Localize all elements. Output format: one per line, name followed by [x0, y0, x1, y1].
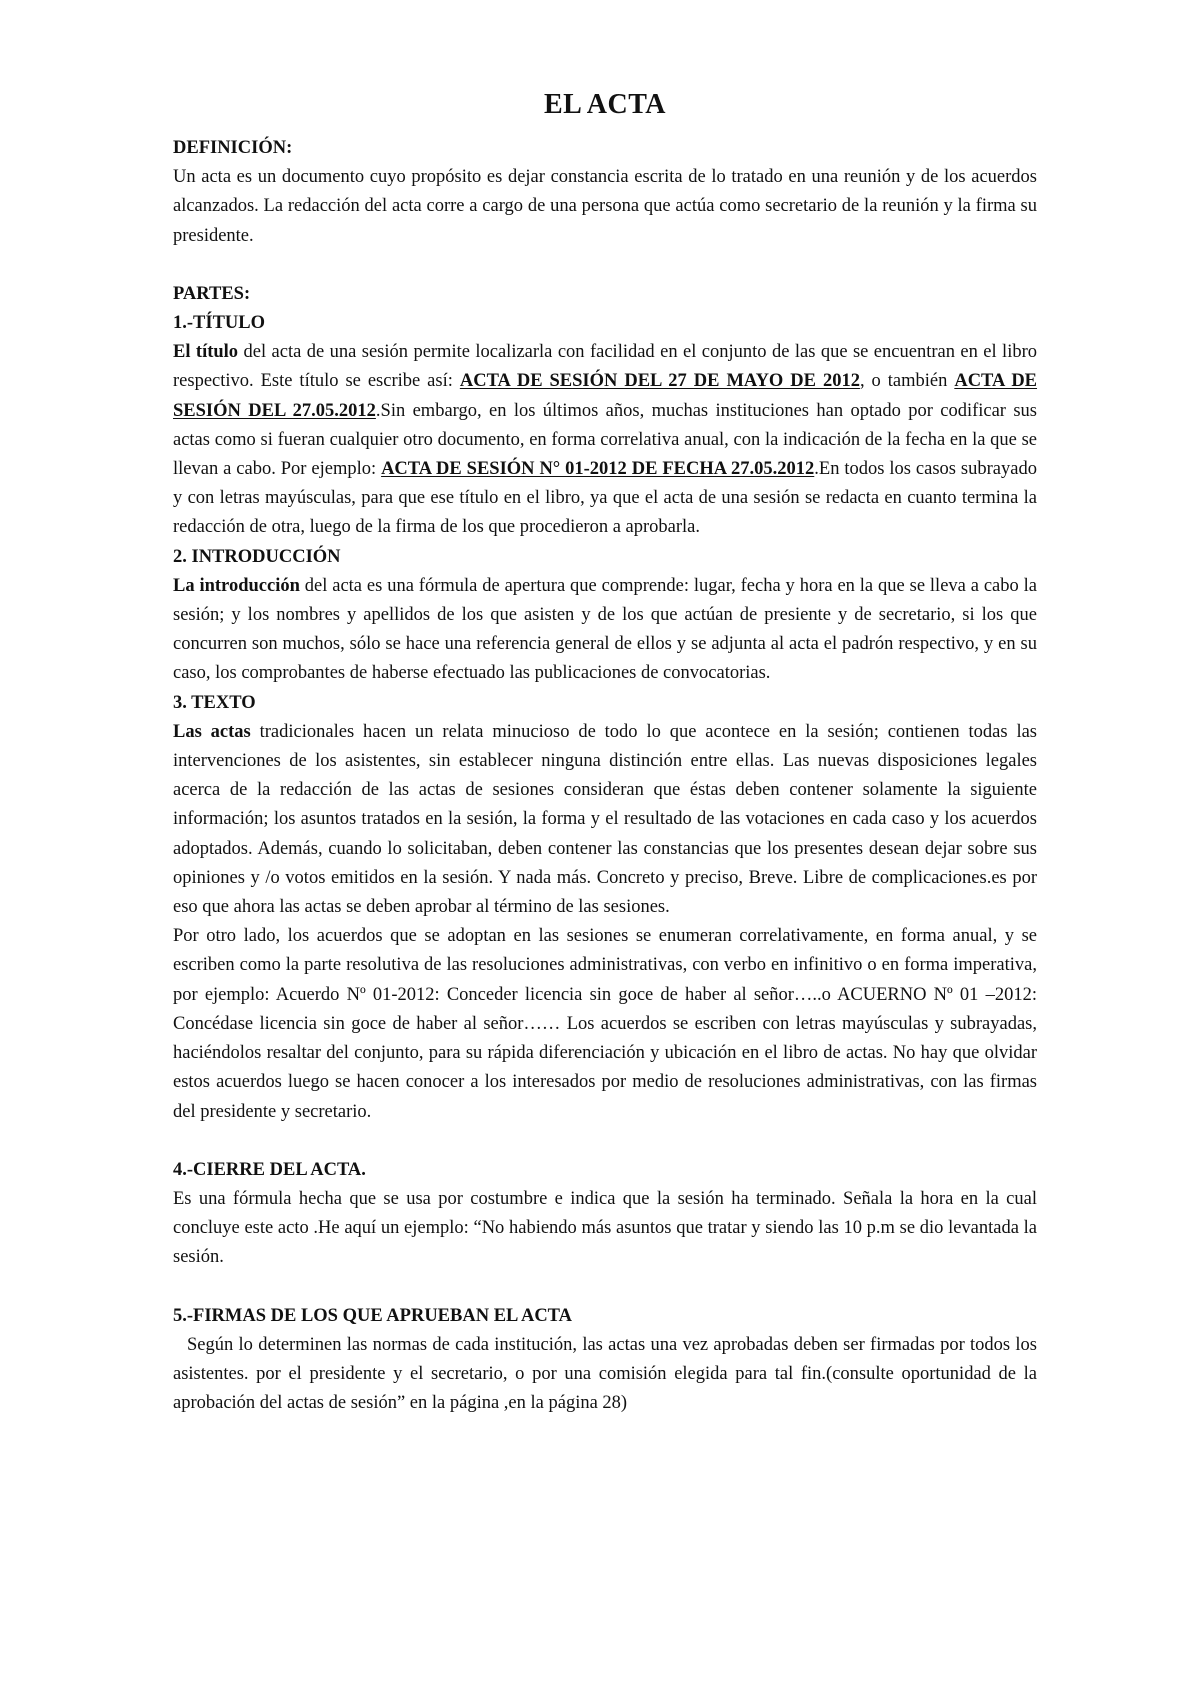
firmas-text: Según lo determinen las normas de cada institución, las actas una vez aprobadas deben ser firmadas por todos los asistentes. por el presidente y el secretario, o por una comisión elegida para tal fin.(consulte oportunidad de la aprobación del actas de sesión” en la página ,en la página 28)	[173, 1334, 1037, 1414]
texto-text-1: tradicionales hacen un relata minucioso de todo lo que acontece en la sesión; contienen todas las intervenciones de los asistentes, sin establecer ninguna distinción entre ellas. Las nuevas disposiciones legales acerca de la redacción de las actas de sesiones consideran que éstas deben contener solamente la siguiente información; los asuntos tratados en la sesión, la forma y el resultado de las votaciones en cada caso y los acuerdos adoptados. Además, cuando lo solicitaban, deben contener las constancias que los presentes desean dejar sobre sus opiniones y /o votos emitidos en la sesión. Y nada más. Concreto y preciso, Breve. Libre de complicaciones.es por eso que ahora las actas se deben aprobar al término de las sesiones.	[173, 721, 1037, 918]
titulo-text-1: del acta de una sesión permite localizarla con facilidad en el conjunto de las que se encuentran en el libro respectivo. Este título se escribe así:	[173, 342, 1037, 392]
spacer	[173, 1127, 1037, 1156]
definicion-heading: DEFINICIÓN:	[173, 138, 293, 158]
texto-lead: Las actas	[173, 721, 251, 742]
spacer	[173, 251, 1037, 280]
introduccion-text: del acta es una fórmula de apertura que comprende: lugar, fecha y hora en la que se lleva a cabo la sesión; y los nombres y apellidos de los que asisten y de los que actúan de presiente y de secretario, si los que concurren son muchos, sólo se hace una referencia general de ellos y se adjunta al acta el padrón respectivo, y en su caso, los comprobantes de haberse efectuado las publicaciones de convocatorias.	[173, 575, 1037, 684]
introduccion-paragraph	[173, 572, 1037, 689]
titulo-heading: 1.-TÍTULO	[173, 313, 266, 334]
titulo-text-2: , o también	[859, 371, 955, 392]
texto-heading: 3. TEXTO	[173, 692, 256, 713]
cierre-heading: 4.-CIERRE DEL ACTA.	[173, 1159, 366, 1180]
texto-paragraph-1	[173, 718, 1037, 922]
document-title: EL ACTA	[543, 89, 667, 120]
introduccion-lead: La introducción	[173, 575, 300, 596]
titulo-text-3: .Sin embargo, en los últimos años, muchas instituciones han optado por codificar sus actas como si fueran cualquier otro documento, en forma correlativa anual, con la indicación de la fecha en la que se llevan a cabo. Por ejemplo:	[173, 400, 1037, 480]
definicion-text: Un acta es un documento cuyo propósito es dejar constancia escrita de lo tratado en una reunión y de los acuerdos alcanzados. La redacción del acta corre a cargo de una persona que actúa como secretario de la reunión y la firma su presidente.	[173, 167, 1037, 246]
spacer	[173, 1273, 1037, 1302]
texto-paragraph-2: Por otro lado, los acuerdos que se adoptan en las sesiones se enumeran correlativamente, en forma anual, y se escriben como la parte resolutiva de las resoluciones administrativas, con verbo en infinitivo o en forma imperativa, por ejemplo: Acuerdo Nº 01-2012: Conceder licencia sin goce de haber al señor…..o ACUERNO Nº 01 –2012: Concédase licencia sin goce de haber al señor…… Los acuerdos se escriben con letras mayúsculas y subrayadas, haciéndolos resaltar del conjunto, para su rápida diferenciación y ubicación en el libro de actas. No hay que olvidar estos acuerdos luego se hacen conocer a los interesados por medio de resoluciones administrativas, con las firmas del presidente y secretario.	[173, 926, 1037, 1122]
titulo-example-1: ACTA DE SESIÓN DEL 27 DE MAYO DE 2012	[459, 371, 860, 392]
firmas-heading: 5.-FIRMAS DE LOS QUE APRUEBAN EL ACTA	[173, 1305, 573, 1326]
partes-heading: PARTES:	[173, 283, 251, 304]
titulo-example-2: ACTA DE SESIÓN DEL 27.05.2012	[173, 371, 1038, 421]
titulo-lead: El título	[173, 342, 239, 363]
titulo-example-3: ACTA DE SESIÓN N° 01-2012 DE FECHA 27.05.2012	[381, 459, 815, 480]
introduccion-heading: 2. INTRODUCCIÓN	[173, 546, 341, 567]
cierre-text: Es una fórmula hecha que se usa por costumbre e indica que la sesión ha terminado. Señala la hora en la cual concluye este acto .He aquí un ejemplo: “No habiendo más asuntos que tratar y siendo las 10 p.m se dio levantada la sesión.	[173, 1188, 1037, 1268]
titulo-paragraph	[173, 338, 1037, 542]
titulo-text-4: .En todos los casos subrayado y con letras mayúsculas, para que ese título en el libro, ya que el acta de una sesión se redacta en cuanto termina la redacción de otra, luego de la firma de los que procedieron a aprobarla.	[173, 459, 1037, 538]
